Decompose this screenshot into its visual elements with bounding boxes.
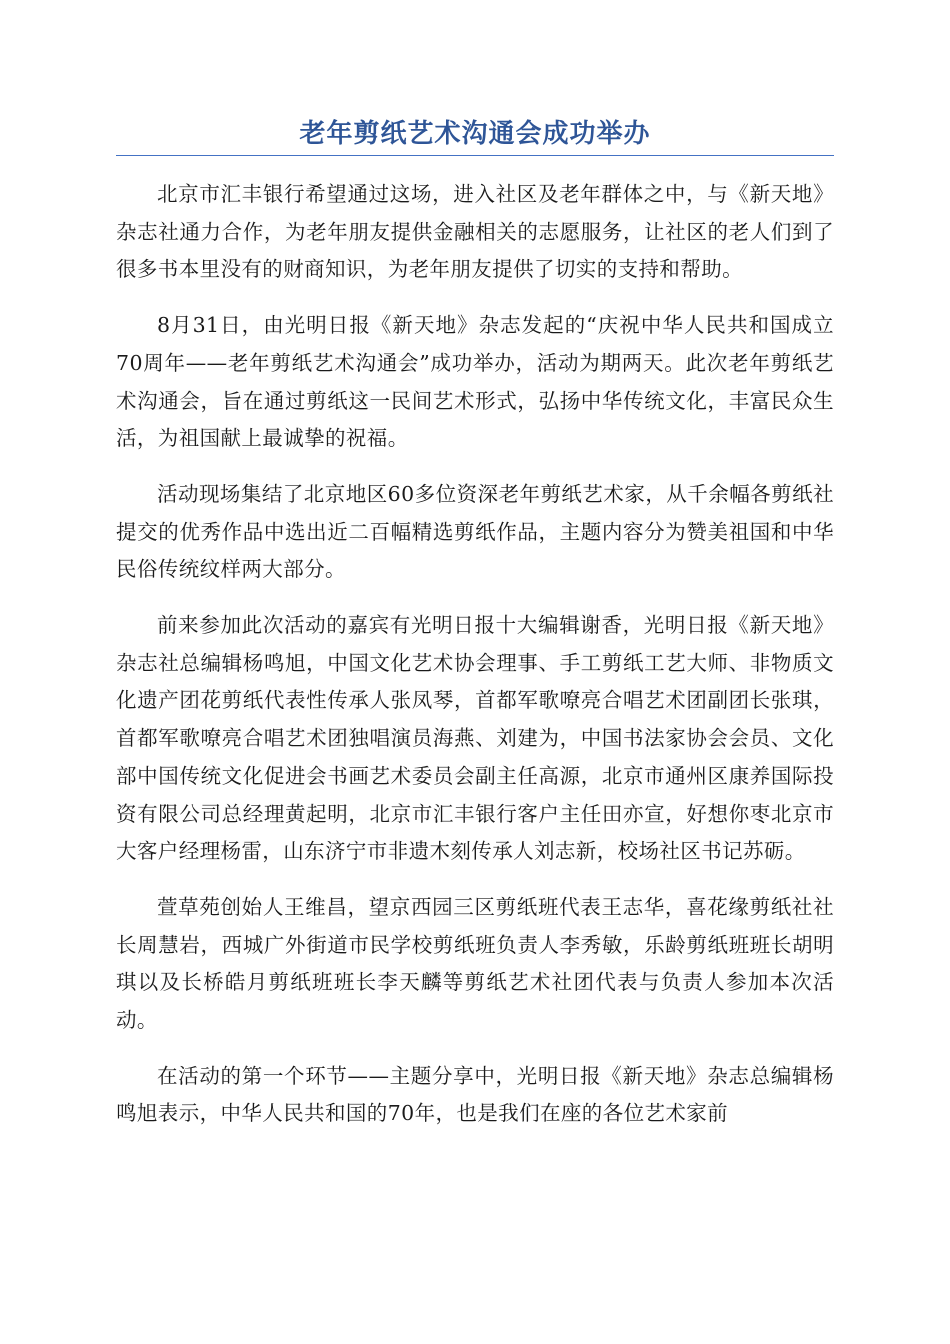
paragraph-5: 萱草苑创始人王维昌，望京西园三区剪纸班代表王志华，喜花缘剪纸社社长周慧岩，西城广外街道市民学校剪纸班负责人李秀敏，乐龄剪纸班班长胡明琪以及长桥皓月剪纸班班长李天麟等剪纸艺术社团代表与负责人参加本次活动。 xyxy=(116,894,834,1033)
paragraph-6: 在活动的第一个环节——主题分享中，光明日报《新天地》杂志总编辑杨鸣旭表示，中华人民共和国的70年，也是我们在座的各位艺术家前 xyxy=(116,1063,834,1126)
title-underline xyxy=(116,155,834,156)
paragraph-3: 活动现场集结了北京地区60多位资深老年剪纸艺术家，从千余幅各剪纸社提交的优秀作品中选出近二百幅精选剪纸作品，主题内容分为赞美祖国和中华民俗传统纹样两大部分。 xyxy=(116,481,834,582)
document-title: 老年剪纸艺术沟通会成功举办 xyxy=(299,119,651,149)
document-body xyxy=(116,176,834,1151)
paragraph-4: 前来参加此次活动的嘉宾有光明日报十大编辑谢香，光明日报《新天地》杂志社总编辑杨鸣旭，中国文化艺术协会理事、手工剪纸工艺大师、非物质文化遗产团花剪纸代表性传承人张凤琴，首都军歌嘹亮合唱艺术团副团长张琪，首都军歌嘹亮合唱艺术团独唱演员海燕、刘建为，中国书法家协会会员、文化部中国传统文化促进会书画艺术委员会副主任高源，北京市通州区康养国际投资有限公司总经理黄起明，北京市汇丰银行客户主任田亦宣，好想你枣北京市大客户经理杨雷，山东济宁市非遗木刻传承人刘志新，校场社区书记苏砺。 xyxy=(116,613,834,864)
paragraph-2: 8月31日，由光明日报《新天地》杂志发起的“庆祝中华人民共和国成立70周年——老年剪纸艺术沟通会”成功举办，活动为期两天。此次老年剪纸艺术沟通会，旨在通过剪纸这一民间艺术形式，弘扬中华传统文化，丰富民众生活，为祖国献上最诚挚的祝福。 xyxy=(116,313,834,451)
paragraph-1: 北京市汇丰银行希望通过这场，进入社区及老年群体之中，与《新天地》杂志社通力合作，为老年朋友提供金融相关的志愿服务，让社区的老人们到了很多书本里没有的财商知识，为老年朋友提供了切实的支持和帮助。 xyxy=(116,182,834,282)
